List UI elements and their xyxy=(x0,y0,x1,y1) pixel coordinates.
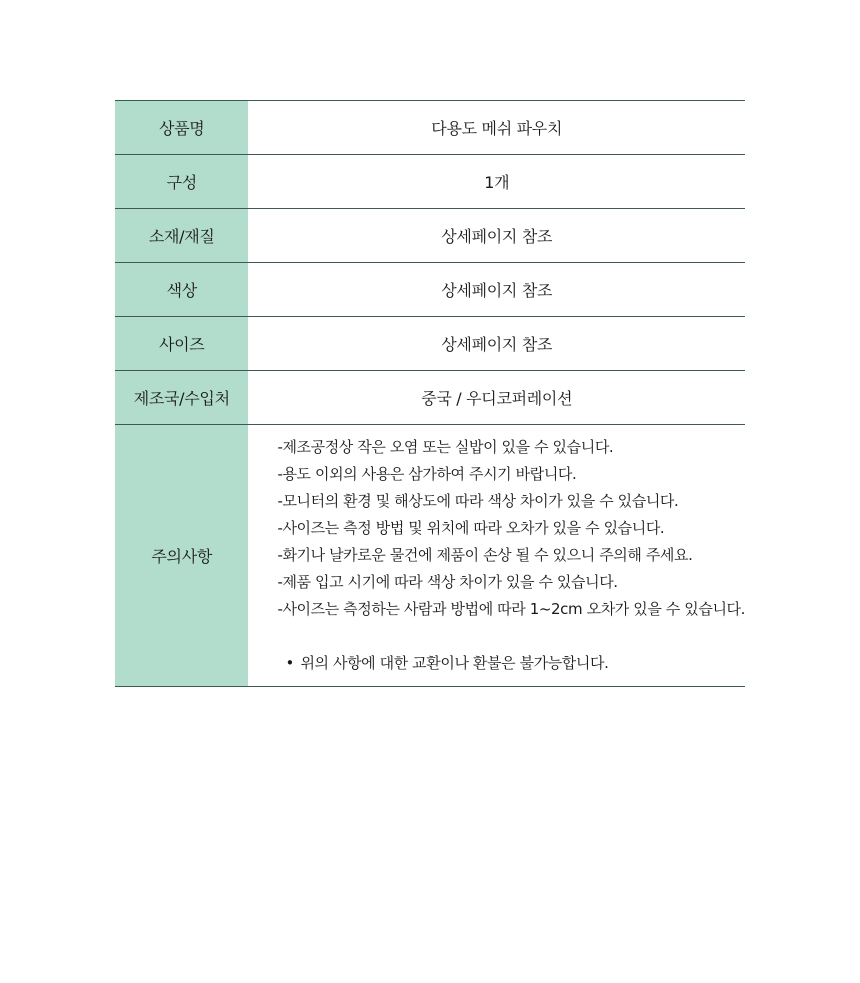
table-row xyxy=(115,209,745,263)
row-label-material: 소재/재질 xyxy=(115,209,248,263)
row-label-composition: 구성 xyxy=(115,155,248,209)
bullet-icon: • xyxy=(285,654,294,672)
precaution-item: -화기나 날카로운 물건에 제품이 손상 될 수 있으니 주의해 주세요. xyxy=(277,546,693,564)
precautions-list xyxy=(277,434,745,623)
table-row-notes xyxy=(115,425,745,687)
precautions-content xyxy=(248,425,745,687)
row-value-color: 상세페이지 참조 xyxy=(248,263,745,317)
row-value-origin: 중국 / 우디코퍼레이션 xyxy=(248,371,745,425)
precaution-item: -사이즈는 측정 방법 및 위치에 따라 오차가 있을 수 있습니다. xyxy=(277,519,665,537)
row-label-size: 사이즈 xyxy=(115,317,248,371)
row-value-material: 상세페이지 참조 xyxy=(248,209,745,263)
row-value-product-name: 다용도 메쉬 파우치 xyxy=(248,101,745,155)
product-info-table xyxy=(115,100,745,687)
precaution-item: -제조공정상 작은 오염 또는 실밥이 있을 수 있습니다. xyxy=(277,438,614,456)
row-label-precautions: 주의사항 xyxy=(115,425,248,687)
table-row xyxy=(115,371,745,425)
table-row xyxy=(115,263,745,317)
row-label-color: 색상 xyxy=(115,263,248,317)
precaution-item: -모니터의 환경 및 해상도에 따라 색상 차이가 있을 수 있습니다. xyxy=(277,492,679,510)
precaution-item: -용도 이외의 사용은 삼가하여 주시기 바랍니다. xyxy=(277,465,577,483)
row-label-origin: 제조국/수입처 xyxy=(115,371,248,425)
table-row xyxy=(115,101,745,155)
no-refund-text: 위의 사항에 대한 교환이나 환불은 불가능합니다. xyxy=(300,654,609,672)
row-value-composition: 1개 xyxy=(248,155,745,209)
row-value-size: 상세페이지 참조 xyxy=(248,317,745,371)
precaution-item: -사이즈는 측정하는 사람과 방법에 따라 1~2cm 오차가 있을 수 있습니다. xyxy=(277,600,745,618)
no-refund-notice xyxy=(277,650,745,677)
row-label-product-name: 상품명 xyxy=(115,101,248,155)
precaution-item: -제품 입고 시기에 따라 색상 차이가 있을 수 있습니다. xyxy=(277,573,618,591)
table-row xyxy=(115,155,745,209)
table-row xyxy=(115,317,745,371)
